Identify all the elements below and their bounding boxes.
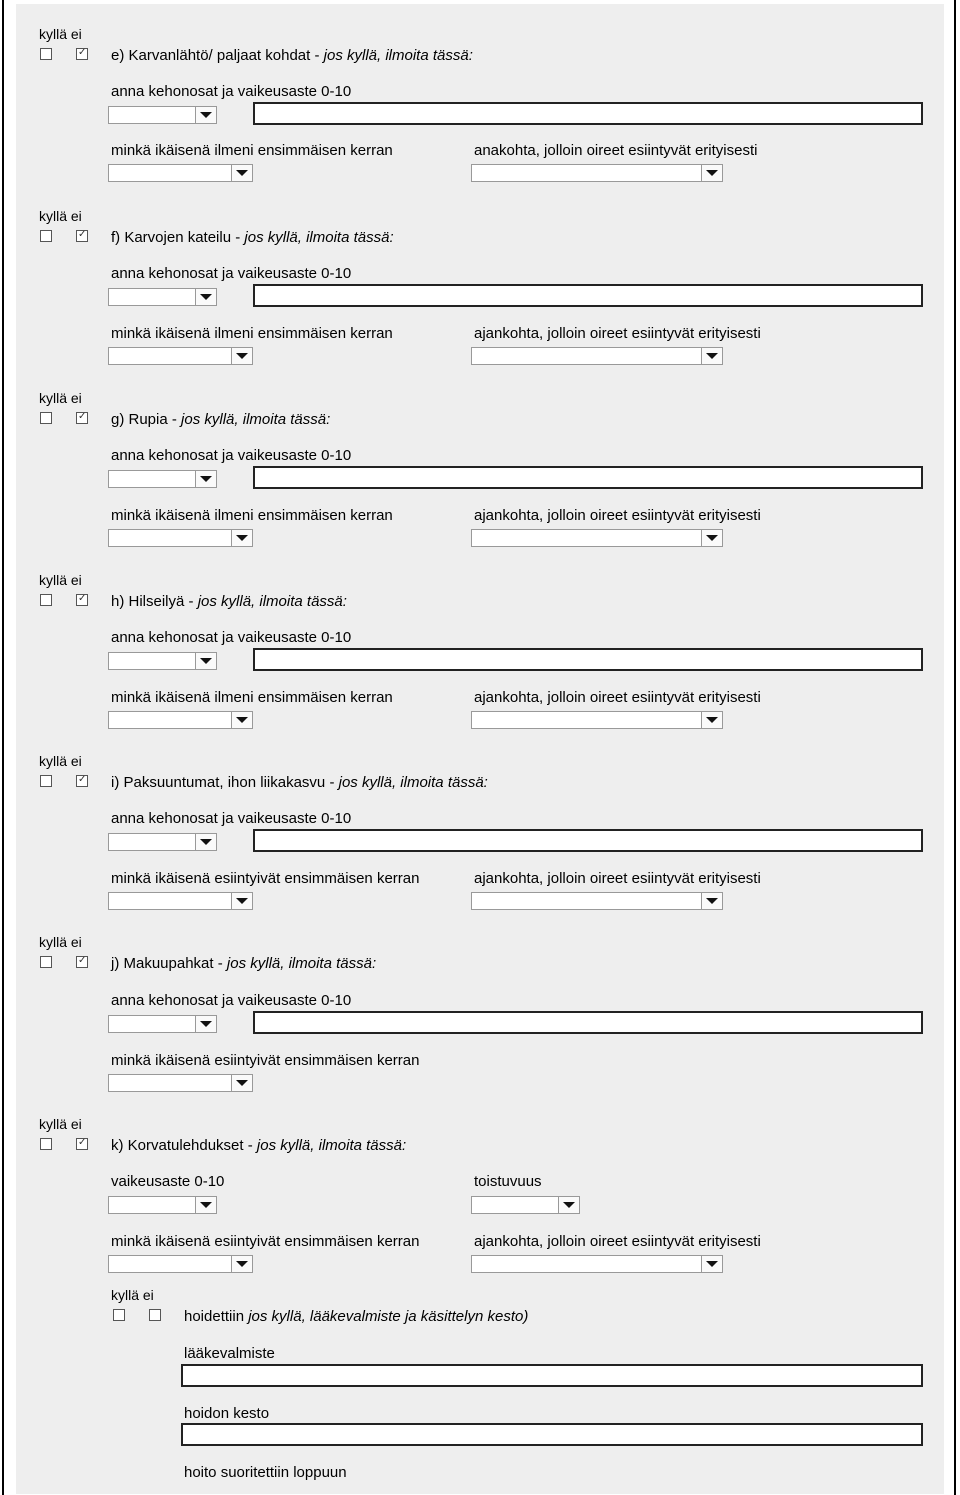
no-checkbox[interactable] — [76, 48, 88, 60]
age-select[interactable] — [108, 711, 253, 729]
section-title: k) Korvatulehdukset - jos kyllä, ilmoita tässä: — [111, 1137, 407, 1154]
severity-label: anna kehonosat ja vaikeusaste 0-10 — [111, 629, 352, 646]
no-checkbox[interactable] — [76, 956, 88, 968]
treated-label: hoidettiin jos kyllä, lääkevalmiste ja käsittelyn kesto) — [184, 1308, 529, 1325]
treated-no-checkbox[interactable] — [149, 1309, 161, 1321]
no-checkbox[interactable] — [76, 775, 88, 787]
age-select[interactable] — [108, 1074, 253, 1092]
chevron-down-icon — [231, 348, 252, 364]
chevron-down-icon — [231, 1075, 252, 1091]
chevron-down-icon — [231, 530, 252, 546]
severity-label: anna kehonosat ja vaikeusaste 0-10 — [111, 810, 352, 827]
age-label: minkä ikäisenä ilmeni ensimmäisen kerran — [111, 689, 393, 706]
chevron-down-icon — [558, 1197, 579, 1213]
age-select[interactable] — [108, 347, 253, 365]
chevron-down-icon — [701, 165, 722, 181]
medication-label: lääkevalmiste — [184, 1345, 275, 1362]
yes-checkbox[interactable] — [40, 230, 52, 242]
chevron-down-icon — [231, 893, 252, 909]
severity-select[interactable] — [108, 288, 217, 306]
severity-label: anna kehonosat ja vaikeusaste 0-10 — [111, 447, 352, 464]
yes-checkbox[interactable] — [40, 48, 52, 60]
section-title: f) Karvojen kateilu - jos kyllä, ilmoita tässä: — [111, 229, 394, 246]
yes-no-label: kyllä ei — [39, 208, 82, 224]
chevron-down-icon — [701, 530, 722, 546]
yes-checkbox[interactable] — [40, 594, 52, 606]
body-parts-input[interactable] — [253, 829, 923, 852]
page-border-left — [2, 0, 4, 1495]
section-title: e) Karvanlähtö/ paljaat kohdat - jos kyllä, ilmoita tässä: — [111, 47, 473, 64]
yes-checkbox[interactable] — [40, 412, 52, 424]
no-checkbox[interactable] — [76, 1138, 88, 1150]
severity-select[interactable] — [108, 106, 217, 124]
age-select[interactable] — [108, 892, 253, 910]
chevron-down-icon — [231, 1256, 252, 1272]
yes-no-label: kyllä ei — [39, 934, 82, 950]
chevron-down-icon — [195, 653, 216, 669]
body-parts-input[interactable] — [253, 102, 923, 125]
time-label: ajankohta, jolloin oireet esiintyvät erityisesti — [474, 507, 761, 524]
time-select[interactable] — [471, 529, 723, 547]
chevron-down-icon — [701, 348, 722, 364]
time-select[interactable] — [471, 164, 723, 182]
yes-no-label: kyllä ei — [39, 572, 82, 588]
chevron-down-icon — [231, 712, 252, 728]
yes-checkbox[interactable] — [40, 1138, 52, 1150]
time-select[interactable] — [471, 1255, 723, 1273]
age-label: minkä ikäisenä ilmeni ensimmäisen kerran — [111, 142, 393, 159]
age-select[interactable] — [108, 529, 253, 547]
section-title: h) Hilseilyä - jos kyllä, ilmoita tässä: — [111, 593, 347, 610]
section-title: i) Paksuuntumat, ihon liikakasvu - jos kyllä, ilmoita tässä: — [111, 774, 488, 791]
chevron-down-icon — [195, 107, 216, 123]
completed-label: hoito suoritettiin loppuun — [184, 1464, 347, 1481]
time-select[interactable] — [471, 892, 723, 910]
chevron-down-icon — [195, 834, 216, 850]
age-label: minkä ikäisenä ilmeni ensimmäisen kerran — [111, 325, 393, 342]
yes-no-label: kyllä ei — [39, 753, 82, 769]
severity-select[interactable] — [108, 470, 217, 488]
severity-label: anna kehonosat ja vaikeusaste 0-10 — [111, 992, 352, 1009]
age-label: minkä ikäisenä esiintyivät ensimmäisen kerran — [111, 870, 420, 887]
body-parts-input[interactable] — [253, 284, 923, 307]
frequency-label: toistuvuus — [474, 1173, 542, 1190]
time-label: anakohta, jolloin oireet esiintyvät erityisesti — [474, 142, 758, 159]
medication-input[interactable] — [181, 1364, 923, 1387]
age-label: minkä ikäisenä esiintyivät ensimmäisen kerran — [111, 1052, 420, 1069]
chevron-down-icon — [701, 712, 722, 728]
chevron-down-icon — [195, 1016, 216, 1032]
time-label: ajankohta, jolloin oireet esiintyvät erityisesti — [474, 1233, 761, 1250]
body-parts-input[interactable] — [253, 1011, 923, 1034]
age-label: minkä ikäisenä esiintyivät ensimmäisen kerran — [111, 1233, 420, 1250]
time-select[interactable] — [471, 347, 723, 365]
severity-label: anna kehonosat ja vaikeusaste 0-10 — [111, 83, 352, 100]
chevron-down-icon — [195, 471, 216, 487]
chevron-down-icon — [231, 165, 252, 181]
yes-checkbox[interactable] — [40, 956, 52, 968]
no-checkbox[interactable] — [76, 412, 88, 424]
yes-no-label: kyllä ei — [39, 1116, 82, 1132]
treated-yes-no-label: kyllä ei — [111, 1287, 154, 1303]
time-label: ajankohta, jolloin oireet esiintyvät erityisesti — [474, 325, 761, 342]
severity-select[interactable] — [108, 1015, 217, 1033]
severity-select[interactable] — [108, 652, 217, 670]
age-label: minkä ikäisenä ilmeni ensimmäisen kerran — [111, 507, 393, 524]
time-label: ajankohta, jolloin oireet esiintyvät erityisesti — [474, 870, 761, 887]
treated-yes-checkbox[interactable] — [113, 1309, 125, 1321]
chevron-down-icon — [701, 1256, 722, 1272]
no-checkbox[interactable] — [76, 594, 88, 606]
body-parts-input[interactable] — [253, 648, 923, 671]
severity-label: anna kehonosat ja vaikeusaste 0-10 — [111, 265, 352, 282]
duration-input[interactable] — [181, 1423, 923, 1446]
body-parts-input[interactable] — [253, 466, 923, 489]
no-checkbox[interactable] — [76, 230, 88, 242]
severity-select[interactable] — [108, 833, 217, 851]
duration-label: hoidon kesto — [184, 1405, 270, 1422]
section-title: j) Makuupahkat - jos kyllä, ilmoita tässä: — [111, 955, 377, 972]
age-select[interactable] — [108, 164, 253, 182]
age-select[interactable] — [108, 1255, 253, 1273]
chevron-down-icon — [195, 289, 216, 305]
severity-select[interactable] — [108, 1196, 217, 1214]
form-page — [16, 4, 944, 1494]
chevron-down-icon — [195, 1197, 216, 1213]
severity-label: vaikeusaste 0-10 — [111, 1173, 225, 1190]
yes-checkbox[interactable] — [40, 775, 52, 787]
time-label: ajankohta, jolloin oireet esiintyvät erityisesti — [474, 689, 761, 706]
frequency-select[interactable] — [471, 1196, 580, 1214]
time-select[interactable] — [471, 711, 723, 729]
yes-no-label: kyllä ei — [39, 26, 82, 42]
yes-no-label: kyllä ei — [39, 390, 82, 406]
chevron-down-icon — [701, 893, 722, 909]
page-border-right — [954, 0, 956, 1495]
section-title: g) Rupia - jos kyllä, ilmoita tässä: — [111, 411, 331, 428]
